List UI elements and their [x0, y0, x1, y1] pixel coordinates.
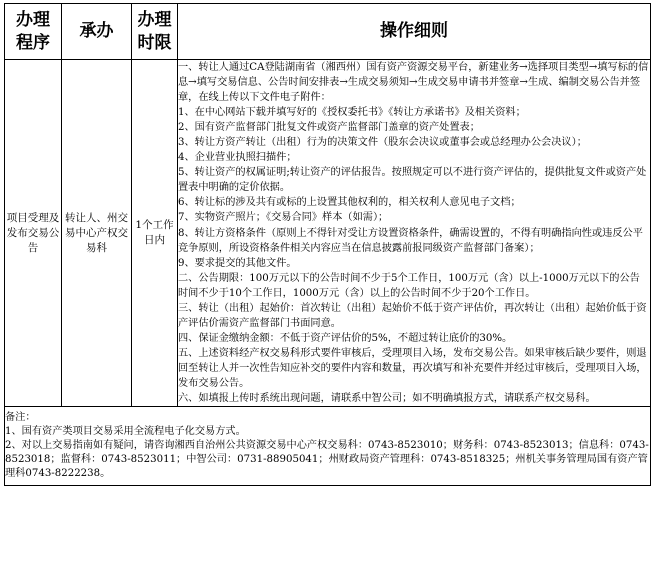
header-time-limit-text: 办理时限: [137, 9, 172, 53]
header-handler: 承办: [62, 4, 132, 60]
notes-title: 备注：: [5, 412, 36, 424]
detail-line: 六、如填报上传时系统出现问题，请联系中智公司；如不明确填报方式，请联系产权交易科。: [178, 393, 596, 405]
detail-line: 2、国有资产监督部门批复文件或资产监督部门盖章的资产处置表；: [178, 122, 480, 134]
header-row: [5, 4, 651, 60]
notes-cell: [5, 407, 651, 486]
detail-line: 7、实物资产照片；《交易合同》样本（如需）；: [178, 212, 389, 224]
detail-line: 5、转让资产的权属证明;转让资产的评估报告。按照规定可以不进行资产评估的，提供批复文件或资产处置表中明确的定价依据。: [178, 167, 647, 194]
detail-line: 四、保证金缴纳金额：不低于资产评估价的5%，不超过转让底价的30%。: [178, 332, 513, 344]
header-details: 操作细则: [178, 4, 651, 60]
handler-cell: 转让人、州交易中心产权交易科: [62, 60, 132, 407]
detail-line: 4、企业营业执照扫描件；: [178, 152, 297, 164]
header-procedure: [5, 4, 62, 60]
detail-line: 6、转让标的涉及共有或标的上设置其他权利的，相关权利人意见电子文档；: [178, 197, 521, 209]
table-row: [5, 60, 651, 407]
document: [4, 3, 650, 486]
procedure-table: [4, 3, 651, 486]
detail-line: 三、转让（出租）起始价：首次转让（出租）起始价不低于资产评估价，再次转让（出租）起始价低于资产评估价需资产监督部门书面同意。: [178, 302, 647, 329]
header-time-limit: [132, 4, 178, 60]
time-limit-cell: 1个工作日内: [132, 60, 178, 407]
notes-row: [5, 407, 651, 486]
notes-line: 1、国有资产类项目交易采用全流程电子化交易方式。: [5, 426, 246, 438]
detail-line: 二、公告期限：100万元以下的公告时间不少于5个工作日，100万元（含）以上-1000万元以下的公告时间不少于10个工作日，1000万元（含）以上的公告时间不少于20个工作日。: [178, 272, 640, 299]
notes-line: 2、对以上交易指南如有疑问，请咨询湘西自治州公共资源交易中心产权交易科：0743-8523010；财务科：0743-8523013；信息科：0743-8523018；监督科：0743-8523011；中智公司：0731-88905041；州财政局资产管理科：0743-8518325；州机关事务管理局国有资产管理科0743-8222238。: [5, 440, 649, 480]
detail-line: 3、转让方资产转让（出租）行为的决策文件（股东会决议或董事会或总经理办公会决议）；: [178, 137, 587, 149]
detail-line: 8、转让方资格条件（原则上不得针对受让方设置资格条件，确需设置的，不得有明确指向性或违反公平竞争原则，所设资格条件相关内容应当在信息披露前报同级资产监督部门备案）；: [178, 227, 643, 254]
detail-line: 9、要求提交的其他文件。: [178, 257, 297, 269]
detail-line: 一、转让人通过CA登陆湖南省（湘西州）国有资产资源交易平台，新建业务→选择项目类型→填写标的信息→填写交易信息、公告时间安排表→生成交易须知→生成交易申请书并签章→生成、编制交易公告并签章，在线上传以下文件电子附件：: [178, 62, 649, 104]
details-cell: [178, 60, 651, 407]
procedure-cell: 项目受理及发布交易公告: [5, 60, 62, 407]
detail-line: 五、上述资料经产权交易科形式要件审核后，受理项目入场，发布交易公告。如果审核后缺少要件，则退回至转让人并一次性告知应补交的要件内容和数量，再次填写和补充要件并经过审核后，受理项目入场，发布交易公告。: [178, 347, 647, 389]
header-procedure-text: 办理程序: [16, 9, 50, 53]
detail-line: 1、在中心网站下载并填写好的《授权委托书》《转让方承诺书》及相关资料；: [178, 107, 526, 119]
